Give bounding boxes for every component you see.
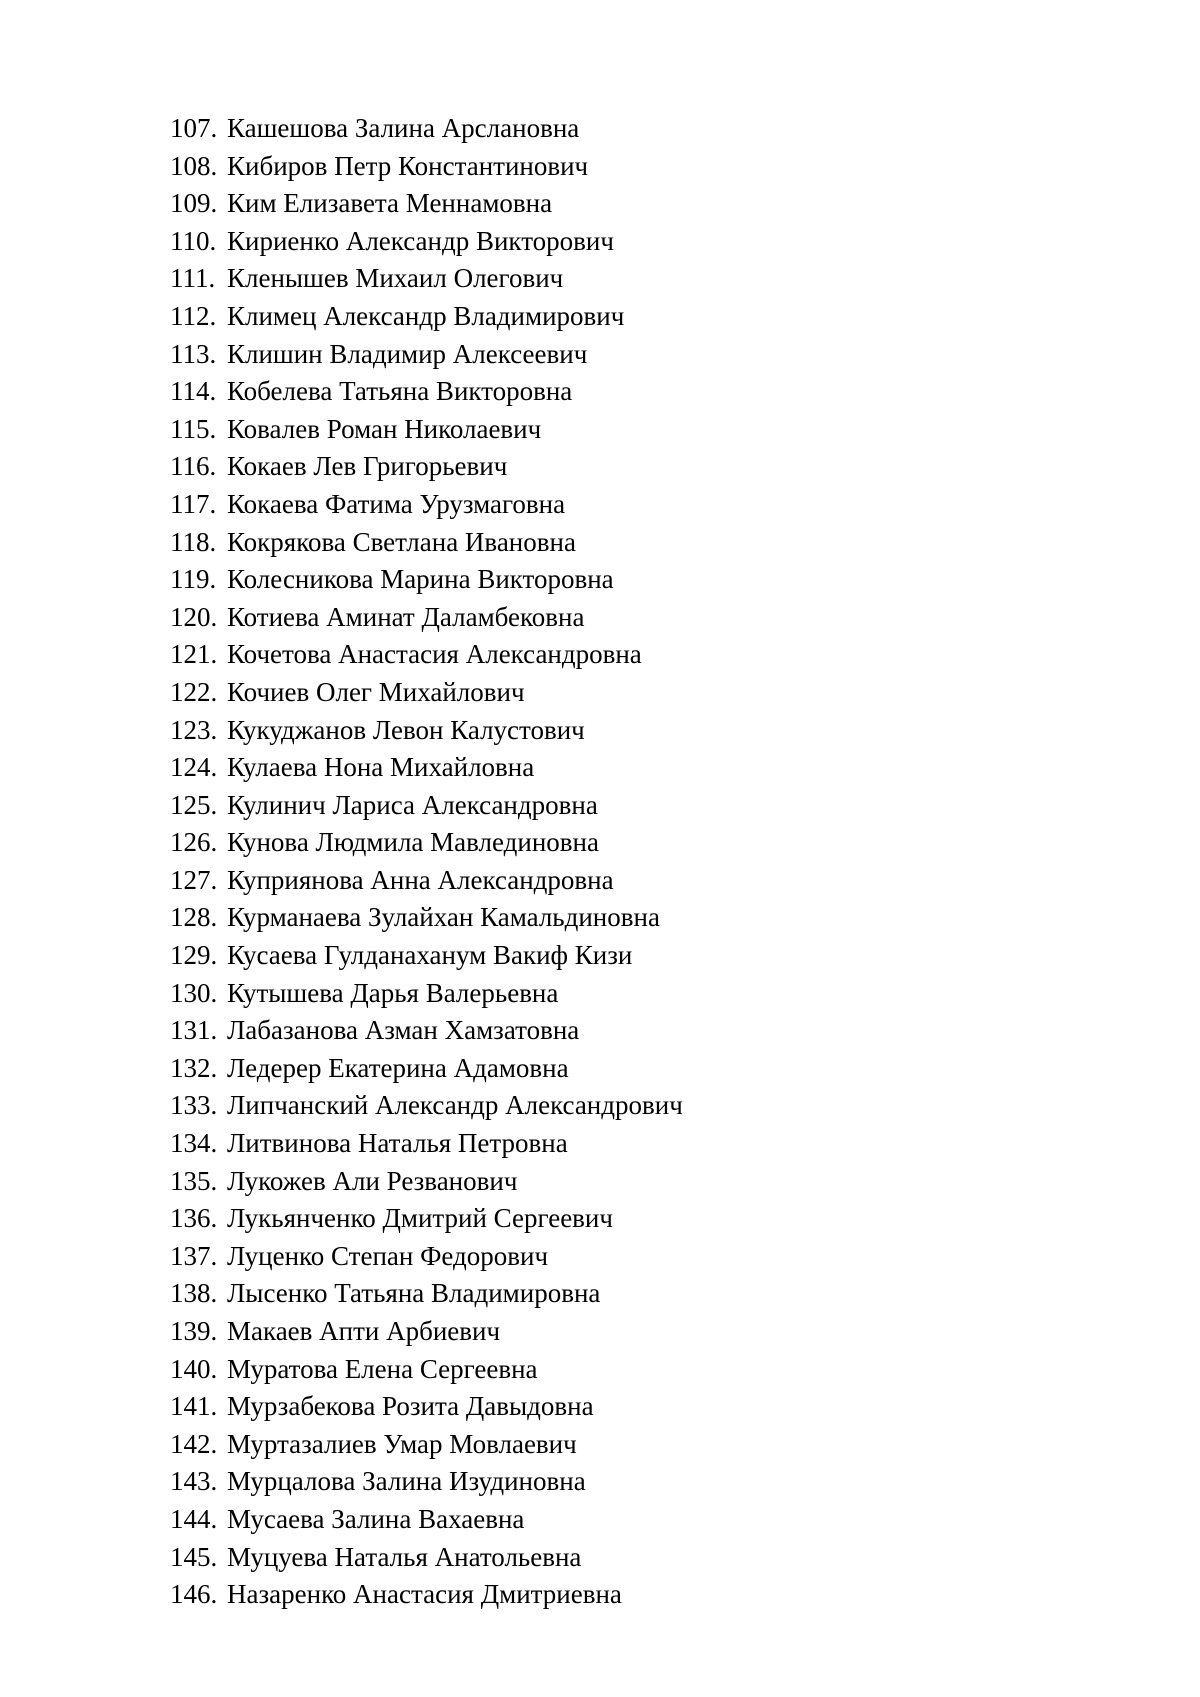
person-name: Кукуджанов Левон Калустович	[227, 714, 585, 745]
list-item	[170, 110, 683, 148]
person-name: Литвинова Наталья Петровна	[227, 1128, 568, 1159]
person-name: Кочиев Олег Михайлович	[227, 676, 525, 707]
item-number: 113.	[170, 338, 217, 369]
item-number: 111.	[170, 263, 216, 294]
item-number: 124.	[170, 752, 218, 783]
person-name: Мурцалова Залина Изудиновна	[227, 1466, 586, 1497]
item-number: 134.	[170, 1128, 218, 1159]
item-number: 125.	[170, 789, 218, 820]
item-number: 107.	[170, 113, 218, 143]
person-name: Мусаева Залина Вахаевна	[227, 1503, 525, 1534]
person-name: Макаев Апти Арбиевич	[227, 1316, 501, 1346]
list-item	[170, 486, 683, 524]
person-name: Муртазалиев Умар Мовлаевич	[227, 1428, 577, 1459]
list-item	[170, 1539, 683, 1577]
person-name: Курманаева Зулайхан Камальдиновна	[227, 902, 660, 933]
list-item	[170, 524, 683, 562]
person-name: Лукьянченко Дмитрий Сергеевич	[227, 1203, 613, 1234]
list-item	[170, 862, 683, 900]
list-item	[170, 1200, 683, 1238]
list-item	[170, 1313, 683, 1351]
list-item	[170, 336, 683, 374]
item-number: 115.	[170, 413, 217, 444]
list-item	[170, 712, 683, 750]
person-name: Колесникова Марина Викторовна	[227, 564, 614, 595]
item-number: 145.	[170, 1541, 218, 1572]
item-number: 129.	[170, 940, 218, 971]
item-number: 128.	[170, 902, 218, 933]
person-name: Муратова Елена Сергеевна	[227, 1353, 538, 1384]
list-item	[170, 1275, 683, 1313]
list-item	[170, 148, 683, 186]
item-number: 143.	[170, 1466, 218, 1497]
person-name: Кокрякова Светлана Ивановна	[227, 526, 576, 557]
person-name: Кусаева Гулданаханум Вакиф Кизи	[227, 940, 633, 971]
item-number: 118.	[170, 526, 217, 557]
person-name: Кобелева Татьяна Викторовна	[227, 376, 573, 407]
person-name: Кунова Людмила Мавлединовна	[227, 827, 599, 858]
person-name: Лысенко Татьяна Владимировна	[227, 1278, 601, 1309]
list-item	[170, 787, 683, 825]
list-item	[170, 1426, 683, 1464]
list-item	[170, 260, 683, 298]
item-number: 138.	[170, 1278, 218, 1309]
list-item	[170, 1125, 683, 1163]
item-number: 116.	[170, 451, 217, 482]
person-name: Кокаев Лев Григорьевич	[227, 451, 508, 482]
person-name: Луценко Степан Федорович	[227, 1240, 549, 1271]
item-number: 139.	[170, 1316, 218, 1346]
person-name: Ледерер Екатерина Адамовна	[227, 1052, 569, 1083]
person-name: Кутышева Дарья Валерьевна	[227, 977, 559, 1008]
list-item	[170, 373, 683, 411]
list-item	[170, 1576, 683, 1614]
person-name: Ковалев Роман Николаевич	[227, 413, 542, 444]
item-number: 117.	[170, 488, 217, 519]
item-number: 109.	[170, 188, 218, 219]
list-item	[170, 1012, 683, 1050]
person-name: Кокаева Фатима Урузмаговна	[227, 488, 566, 519]
list-item	[170, 674, 683, 712]
item-number: 131.	[170, 1015, 218, 1046]
item-number: 140.	[170, 1353, 218, 1384]
item-number: 137.	[170, 1240, 218, 1271]
item-number: 130.	[170, 977, 218, 1008]
list-item	[170, 411, 683, 449]
person-name: Кашешова Залина Арслановна	[227, 113, 580, 143]
person-name: Липчанский Александр Александрович	[227, 1090, 683, 1121]
item-number: 141.	[170, 1391, 218, 1422]
item-number: 142.	[170, 1428, 218, 1459]
item-number: 110.	[170, 225, 217, 256]
list-item	[170, 298, 683, 336]
item-number: 112.	[170, 300, 217, 331]
person-name: Котиева Аминат Даламбековна	[227, 601, 585, 632]
person-name: Ким Елизавета Меннамовна	[227, 188, 553, 219]
list-item	[170, 1351, 683, 1389]
person-name: Муцуева Наталья Анатольевна	[227, 1541, 582, 1572]
person-name: Кочетова Анастасия Александровна	[227, 639, 642, 670]
person-name: Кириенко Александр Викторович	[227, 225, 614, 256]
list-item	[170, 1238, 683, 1276]
person-name: Климец Александр Владимирович	[227, 300, 625, 331]
item-number: 123.	[170, 714, 218, 745]
item-number: 136.	[170, 1203, 218, 1234]
item-number: 133.	[170, 1090, 218, 1121]
item-number: 108.	[170, 150, 218, 181]
person-name: Лукожев Али Резванович	[227, 1165, 518, 1196]
item-number: 114.	[170, 376, 217, 407]
list-item	[170, 824, 683, 862]
list-item	[170, 1501, 683, 1539]
person-name: Мурзабекова Розита Давыдовна	[227, 1391, 594, 1422]
item-number: 146.	[170, 1579, 218, 1610]
list-item	[170, 1050, 683, 1088]
item-number: 144.	[170, 1503, 218, 1534]
list-item	[170, 561, 683, 599]
list-item	[170, 899, 683, 937]
person-name: Лабазанова Азман Хамзатовна	[227, 1015, 580, 1046]
item-number: 120.	[170, 601, 218, 632]
person-name: Кулаева Нона Михайловна	[227, 752, 535, 783]
item-number: 135.	[170, 1165, 218, 1196]
person-name: Куприянова Анна Александровна	[227, 864, 614, 895]
list-item	[170, 1388, 683, 1426]
list-item	[170, 1163, 683, 1201]
list-item	[170, 1087, 683, 1125]
person-name: Клишин Владимир Алексеевич	[227, 338, 588, 369]
item-number: 132.	[170, 1052, 218, 1083]
item-number: 121.	[170, 639, 218, 670]
list-item	[170, 599, 683, 637]
item-number: 126.	[170, 827, 218, 858]
list-item	[170, 937, 683, 975]
list-item	[170, 1463, 683, 1501]
item-number: 122.	[170, 676, 218, 707]
item-number: 127.	[170, 864, 218, 895]
list-item	[170, 185, 683, 223]
person-name: Кулинич Лариса Александровна	[227, 789, 598, 820]
item-number: 119.	[170, 564, 217, 595]
list-item	[170, 975, 683, 1013]
list-item	[170, 448, 683, 486]
name-list	[170, 110, 683, 1614]
person-name: Назаренко Анастасия Дмитриевна	[227, 1579, 622, 1610]
list-item	[170, 636, 683, 674]
person-name: Кибиров Петр Константинович	[227, 150, 589, 181]
list-item	[170, 749, 683, 787]
person-name: Кленышев Михаил Олегович	[227, 263, 564, 294]
list-item	[170, 223, 683, 261]
